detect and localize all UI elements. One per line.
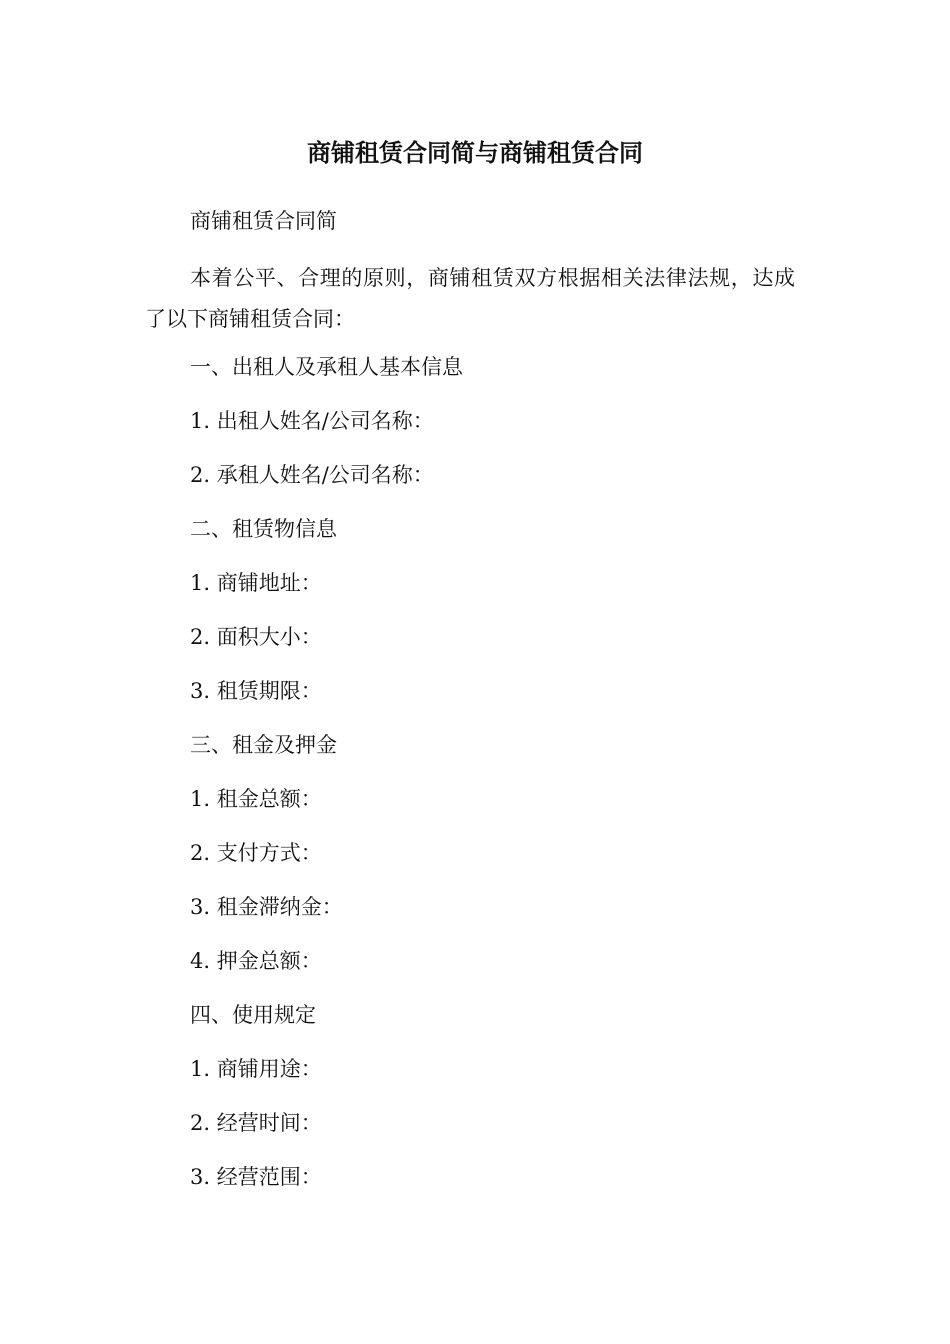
- list-item: 1. 租金总额：: [190, 787, 322, 811]
- list-item: 1. 商铺用途：: [190, 1057, 322, 1081]
- intro-paragraph: 本着公平、合理的原则，商铺租赁双方根据相关法律法规，达成了以下商铺租赁合同：: [145, 266, 795, 331]
- list-item: 1. 出租人姓名/公司名称：: [190, 409, 434, 433]
- list-item: 3. 经营范围：: [190, 1165, 322, 1189]
- list-item: 2. 面积大小：: [190, 625, 322, 649]
- list-item: 2. 承租人姓名/公司名称：: [190, 463, 434, 487]
- section-heading-property: 二、租赁物信息: [190, 517, 337, 541]
- list-item: 3. 租金滞纳金：: [190, 895, 343, 919]
- section-heading-parties: 一、出租人及承租人基本信息: [190, 355, 463, 379]
- section-heading-rent: 三、租金及押金: [190, 733, 337, 757]
- section-heading-usage: 四、使用规定: [190, 1003, 316, 1027]
- document-title: 商铺租赁合同简与商铺租赁合同: [307, 139, 643, 167]
- list-item: 2. 支付方式：: [190, 841, 322, 865]
- document-subtitle: 商铺租赁合同简: [190, 209, 337, 233]
- list-item: 3. 租赁期限：: [190, 679, 322, 703]
- list-item: 1. 商铺地址：: [190, 571, 322, 595]
- list-item: 2. 经营时间：: [190, 1111, 322, 1135]
- list-item: 4. 押金总额：: [190, 949, 322, 973]
